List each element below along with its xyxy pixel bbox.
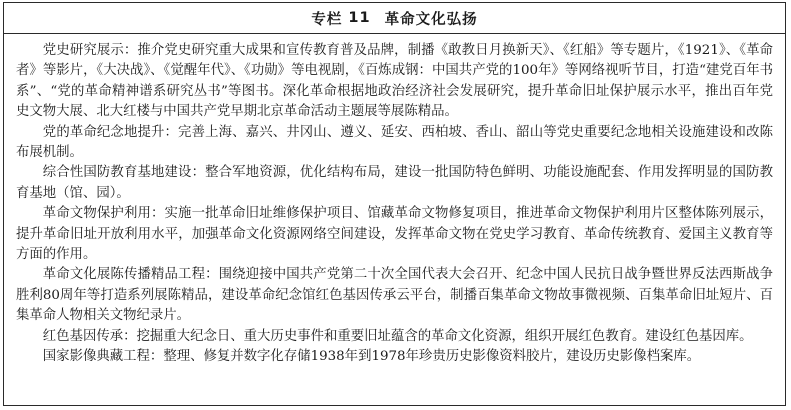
item-body: 推介党史研究重大成果和宣传教育普及品牌，制播《敢教日月换新天》、《红船》等专题片，《1921》、《革命者》等影片，《大决战》、《觉醒年代》、《功勋》等电视剧，《百炼成钢：中国共产党的100年》等网络视听节目，打造“建党百年书系”、“党的革命精神谱系研究丛书”等图书。深化革命根据地政治经济社会发展研究，提升革命旧址保护展示水平，推出百年党史文物大展、北大红楼与中国共产党早期北京革命活动主题展等展陈精品。	[16, 43, 774, 120]
paragraph-relic-protection	[16, 204, 773, 265]
paragraph-exhibition-works	[16, 265, 773, 326]
item-heading: 综合性国防教育基地建设：	[42, 165, 206, 181]
paragraph-red-gene	[16, 327, 773, 347]
item-body: 围绕迎接中国共产党第二十次全国代表大会召开、纪念中国人民抗日战争暨世界反法西斯战争胜利80周年等打造系列展陈精品，建设革命纪念馆红色基因传承云平台，制播百集革命文物故事微视频、百集革命旧址短片、百集革命人物相关文物纪录片。	[16, 267, 774, 324]
box-header	[4, 3, 785, 34]
item-heading: 党史研究展示：	[42, 43, 138, 58]
paragraph-party-history	[16, 41, 773, 123]
box-number: 11	[348, 10, 371, 26]
paragraph-film-archive	[16, 347, 773, 367]
paragraph-defense-education	[16, 163, 773, 204]
item-heading: 革命文化展陈传播精品工程：	[42, 267, 219, 283]
item-body: 实施一批革命旧址维修保护项目、馆藏革命文物修复项目，推进革命文物保护利用片区整体陈列展示，提升革命旧址开放利用水平，加强革命文化资源网络空间建设，发挥革命文物在党史学习教育、革命传统教育、爱国主义教育等方面的作用。	[16, 206, 774, 263]
item-body: 整合军地资源，优化结构布局，建设一批国防特色鲜明、功能设施配套、作用发挥明显的国防教育基地（馆、园）。	[16, 165, 773, 201]
feature-box	[3, 2, 786, 406]
item-body: 挖掘重大纪念日、重大历史事件和重要旧址蕴含的革命文化资源，组织开展红色教育。建设红色基因库。	[136, 328, 753, 344]
item-body: 完善上海、嘉兴、井冈山、遵义、延安、西柏坡、香山、韶山等党史重要纪念地相关设施建设和改陈布展机制。	[16, 124, 773, 161]
item-heading: 党的革命纪念地提升：	[42, 124, 179, 140]
box-content	[4, 34, 785, 368]
item-body: 整理、修复并数字化存储1938年到1978年珍贵历史影像资料胶片，建设历史影像档案库。	[163, 349, 701, 365]
box-label: 专栏	[311, 11, 343, 28]
item-heading: 革命文物保护利用：	[42, 206, 165, 222]
item-heading: 红色基因传承：	[42, 328, 137, 344]
box-title: 革命文化弘扬	[384, 11, 478, 28]
paragraph-memorial-sites	[16, 123, 773, 164]
item-heading: 国家影像典藏工程：	[42, 349, 164, 365]
